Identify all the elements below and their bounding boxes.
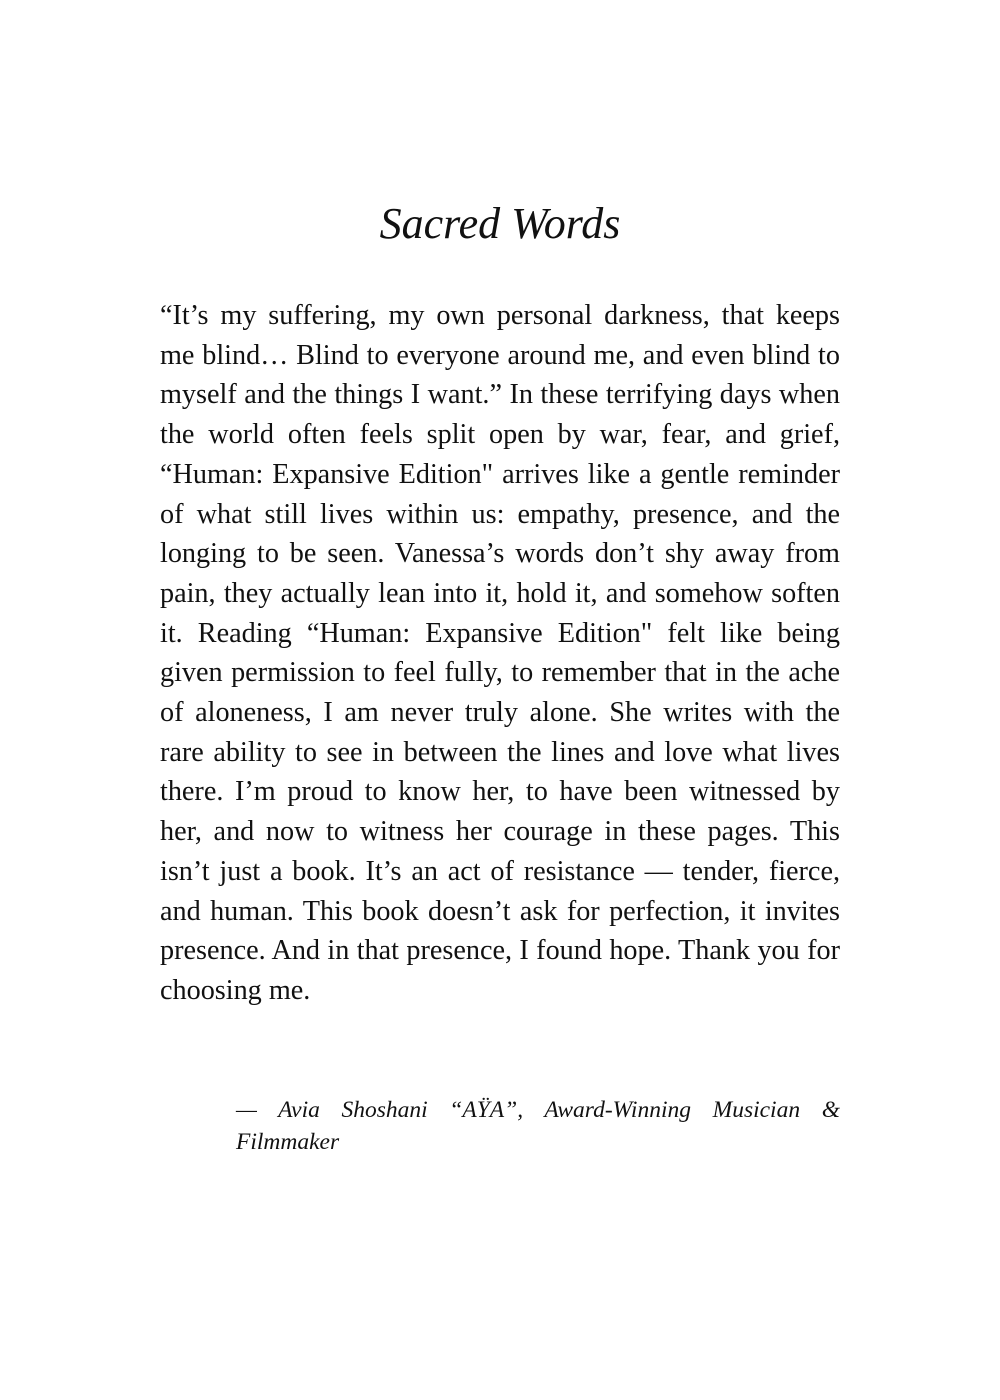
testimonial-paragraph: “It’s my suffering, my own personal darkness, that keeps me blind… Blind to everyone around me, and even blind to myself and the things I want.” In these terrifying days when the world often feels split open by war, fear, and grief, “Human: Expansive Edition" arrives like a gentle reminder of what still lives within us: empathy, presence, and the longing to be seen. Vanessa’s words don’t shy away from pain, they actually lean into it, hold it, and somehow soften it. Reading “Human: Expansive Edition" felt like being given permission to feel fully, to remember that in the ache of aloneness, I am never truly alone. She writes with the rare ability to see in between the lines and love what lives there. I’m proud to know her, to have been witnessed by her, and now to witness her courage in these pages. This isn’t just a book. It’s an act of resistance — tender, fierce, and human. This book doesn’t ask for perfection, it invites presence. And in that presence, I found hope. Thank you for choosing me. [160,300,840,1006]
page-title: Sacred Words [379,199,621,248]
attribution-line: — Avia Shoshani “AŸA”, Award-Winning Musician & Filmmaker [236,1097,840,1155]
